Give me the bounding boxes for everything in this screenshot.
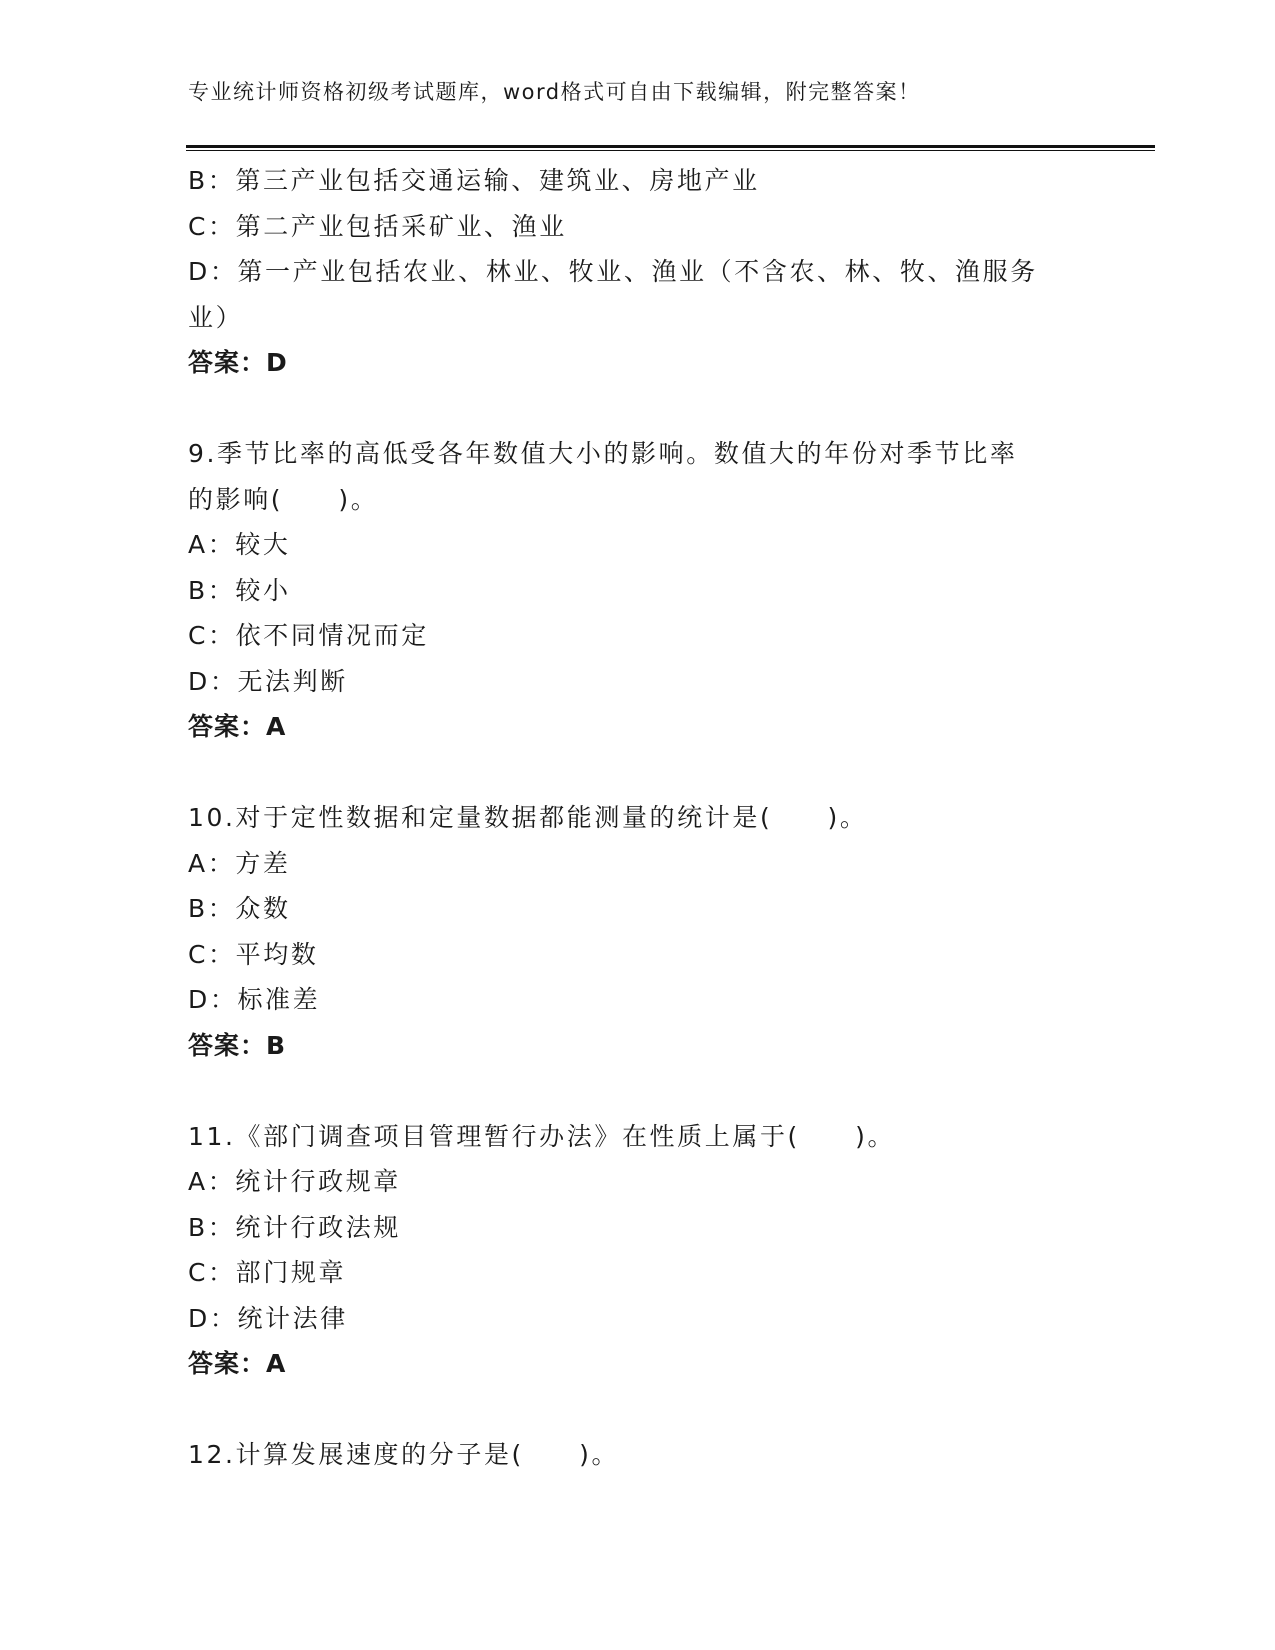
question-content (188, 158, 1088, 1478)
option-line: B：统计行政法规 (188, 1212, 401, 1242)
option-line: C：第二产业包括采矿业、渔业 (188, 211, 567, 241)
question-stem: 10.对于定性数据和定量数据都能测量的统计是( )。 (188, 803, 868, 832)
option-line: B：第三产业包括交通运输、建筑业、房地产业 (188, 166, 760, 195)
question-stem: 11.《部门调查项目管理暂行办法》在性质上属于( )。 (188, 1121, 896, 1151)
question-stem: 9.季节比率的高低受各年数值大小的影响。数值大的年份对季节比率 (188, 439, 1018, 468)
prev-question (188, 158, 1088, 386)
option-line: C：依不同情况而定 (188, 621, 429, 650)
question-stem-continued: 的影响( )。 (188, 484, 379, 514)
header-rule-thick (186, 145, 1155, 148)
answer-line: 答案：D (188, 348, 288, 377)
option-line: A：较大 (188, 530, 291, 559)
option-line: C：部门规章 (188, 1258, 347, 1287)
question-stem: 12.计算发展速度的分子是( )。 (188, 1440, 620, 1469)
question-12 (188, 1432, 1088, 1478)
option-line: C：平均数 (188, 939, 319, 969)
option-line: D：标准差 (188, 985, 321, 1014)
answer-line: 答案：A (188, 712, 287, 741)
page-header: 专业统计师资格初级考试题库，word格式可自由下载编辑，附完整答案！ (188, 80, 921, 104)
option-line: B：较小 (188, 575, 291, 605)
option-line: B：众数 (188, 894, 291, 923)
option-line: A：方差 (188, 848, 291, 878)
question-10 (188, 795, 1088, 1068)
answer-line: 答案：A (188, 1349, 287, 1378)
header-rule-thin (186, 150, 1155, 151)
answer-line: 答案：B (188, 1030, 287, 1060)
option-line: A：统计行政规章 (188, 1167, 401, 1196)
question-11 (188, 1114, 1088, 1387)
question-9 (188, 431, 1088, 750)
spacer (188, 750, 1088, 796)
option-line: D：无法判断 (188, 666, 348, 696)
option-line: D：统计法律 (188, 1303, 348, 1333)
spacer (188, 1068, 1088, 1114)
spacer (188, 1387, 1088, 1433)
spacer (188, 386, 1088, 432)
option-line: D：第一产业包括农业、林业、牧业、渔业（不含农、林、牧、渔服务 (188, 257, 1038, 286)
option-line-continued: 业） (188, 302, 244, 332)
